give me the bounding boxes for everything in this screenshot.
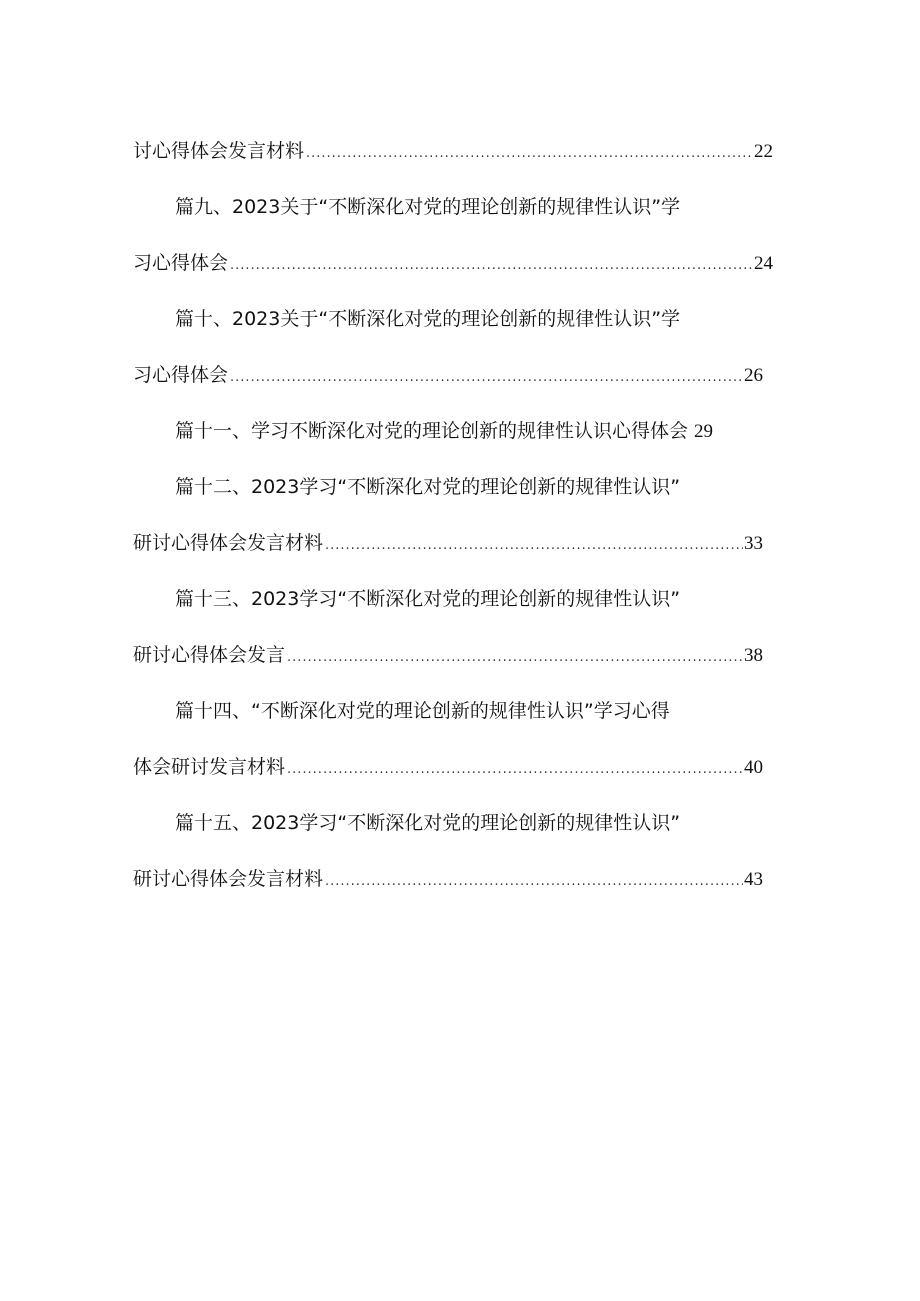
toc-entry-heading[interactable] [175, 306, 680, 332]
dot-leader [228, 253, 753, 279]
toc-entry-continuation[interactable] [133, 250, 773, 276]
toc-entry-title: 研讨心得体会发言材料 [133, 532, 324, 554]
dot-leader [323, 533, 743, 559]
dot-leader [285, 757, 743, 783]
dot-leader [323, 869, 743, 895]
toc-entry-heading[interactable] [175, 698, 670, 724]
dot-leader [228, 365, 743, 391]
toc-entry-title: 篇九、2023关于“不断深化对党的理论创新的规律性认识”学 [175, 196, 681, 218]
toc-entry-title: 讨心得体会发言材料 [133, 140, 305, 162]
toc-entry-title: 体会研讨发言材料 [133, 756, 286, 778]
toc-entry-heading[interactable] [175, 474, 680, 500]
toc-page-number: 26 [744, 365, 763, 386]
toc-page-number: 22 [754, 141, 773, 162]
toc-entry-continuation[interactable] [133, 138, 773, 164]
toc-entry-title: 研讨心得体会发言 [133, 644, 286, 666]
toc-entry-title: 篇十二、2023学习“不断深化对党的理论创新的规律性认识” [175, 476, 681, 498]
toc-entry-continuation[interactable] [133, 866, 763, 892]
dot-leader [285, 645, 743, 671]
toc-entry-heading[interactable] [175, 418, 713, 444]
toc-entry-title: 篇十三、2023学习“不断深化对党的理论创新的规律性认识” [175, 588, 681, 610]
toc-page-number: 43 [744, 869, 763, 890]
toc-page-number: 29 [694, 421, 714, 442]
toc-entry-title: 习心得体会 [133, 252, 229, 274]
toc-page-number: 38 [744, 645, 763, 666]
toc-entry-title: 篇十四、“不断深化对党的理论创新的规律性认识”学习心得 [175, 700, 670, 722]
toc-entry-title: 篇十一、学习不断深化对党的理论创新的规律性认识心得体会 [175, 420, 689, 442]
toc-entry-title: 篇十五、2023学习“不断深化对党的理论创新的规律性认识” [175, 812, 681, 834]
toc-page-number: 33 [744, 533, 763, 554]
toc-entry-continuation[interactable] [133, 754, 763, 780]
toc-entry-title: 篇十、2023关于“不断深化对党的理论创新的规律性认识”学 [175, 308, 681, 330]
dot-leader [304, 141, 753, 167]
toc-entry-title: 习心得体会 [133, 364, 229, 386]
toc-entry-continuation[interactable] [133, 362, 763, 388]
toc-entry-heading[interactable] [175, 586, 680, 612]
toc-entry-heading[interactable] [175, 810, 680, 836]
toc-entry-title: 研讨心得体会发言材料 [133, 868, 324, 890]
toc-entry-continuation[interactable] [133, 530, 763, 556]
toc-entry-continuation[interactable] [133, 642, 763, 668]
toc-page-number: 40 [744, 757, 763, 778]
toc-page-number: 24 [754, 253, 773, 274]
toc-entry-heading[interactable] [175, 194, 680, 220]
